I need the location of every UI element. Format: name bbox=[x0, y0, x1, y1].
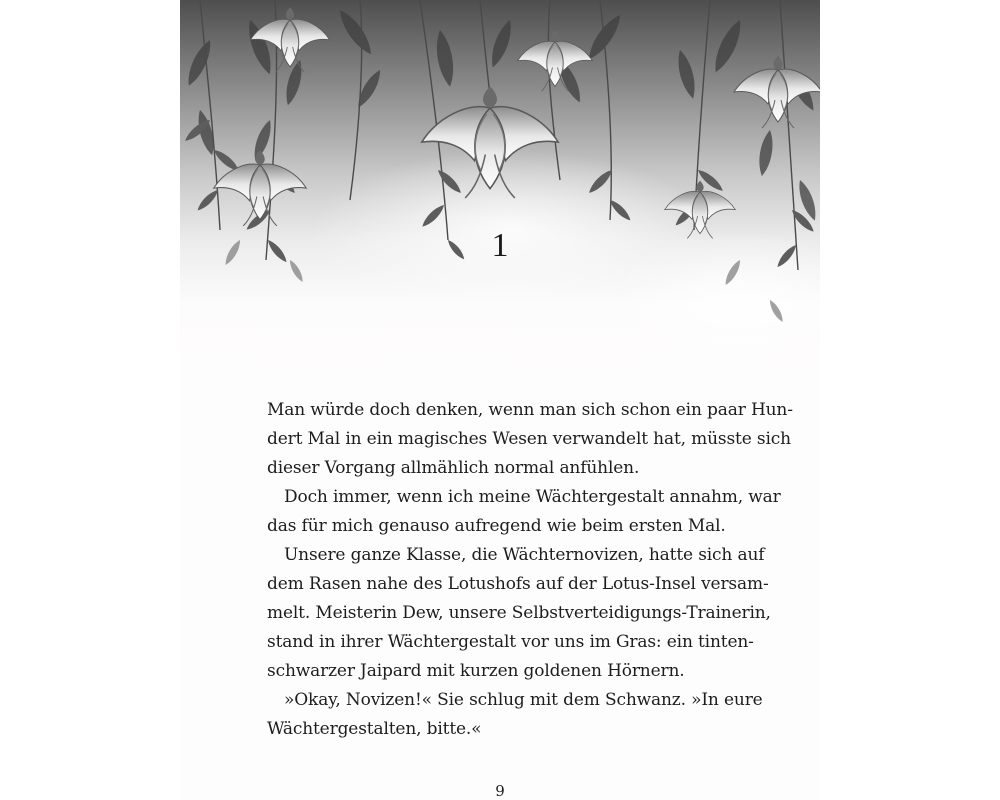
text-line: stand in ihrer Wächtergestalt vor uns im Gras: ein tinten- bbox=[267, 632, 754, 652]
text-line: Doch immer, wenn ich meine Wächtergestalt annahm, war bbox=[284, 487, 781, 507]
text-line: Man würde doch denken, wenn man sich schon ein paar Hun- bbox=[267, 400, 793, 420]
text-line: schwarzer Jaipard mit kurzen goldenen Hörnern. bbox=[267, 661, 685, 681]
chapter-number: 1 bbox=[491, 227, 509, 264]
text-line: Wächtergestalten, bitte.« bbox=[267, 719, 482, 739]
text-line: dert Mal in ein magisches Wesen verwandelt hat, müsste sich bbox=[267, 429, 791, 449]
text-line: das für mich genauso aufregend wie beim ersten Mal. bbox=[267, 516, 726, 536]
page-number: 9 bbox=[495, 782, 505, 800]
text-line: melt. Meisterin Dew, unsere Selbstverteidigungs-Trainerin, bbox=[267, 603, 771, 623]
text-line: dem Rasen nahe des Lotushofs auf der Lotus-Insel versam- bbox=[267, 574, 769, 594]
text-line: »Okay, Novizen!« Sie schlug mit dem Schwanz. »In eure bbox=[284, 690, 763, 710]
text-line: dieser Vorgang allmählich normal anfühlen. bbox=[267, 458, 640, 478]
text-line: Unsere ganze Klasse, die Wächternovizen, hatte sich auf bbox=[284, 545, 765, 565]
chapter-header-illustration bbox=[180, 0, 820, 390]
body-text bbox=[267, 396, 793, 744]
book-page bbox=[180, 0, 820, 800]
